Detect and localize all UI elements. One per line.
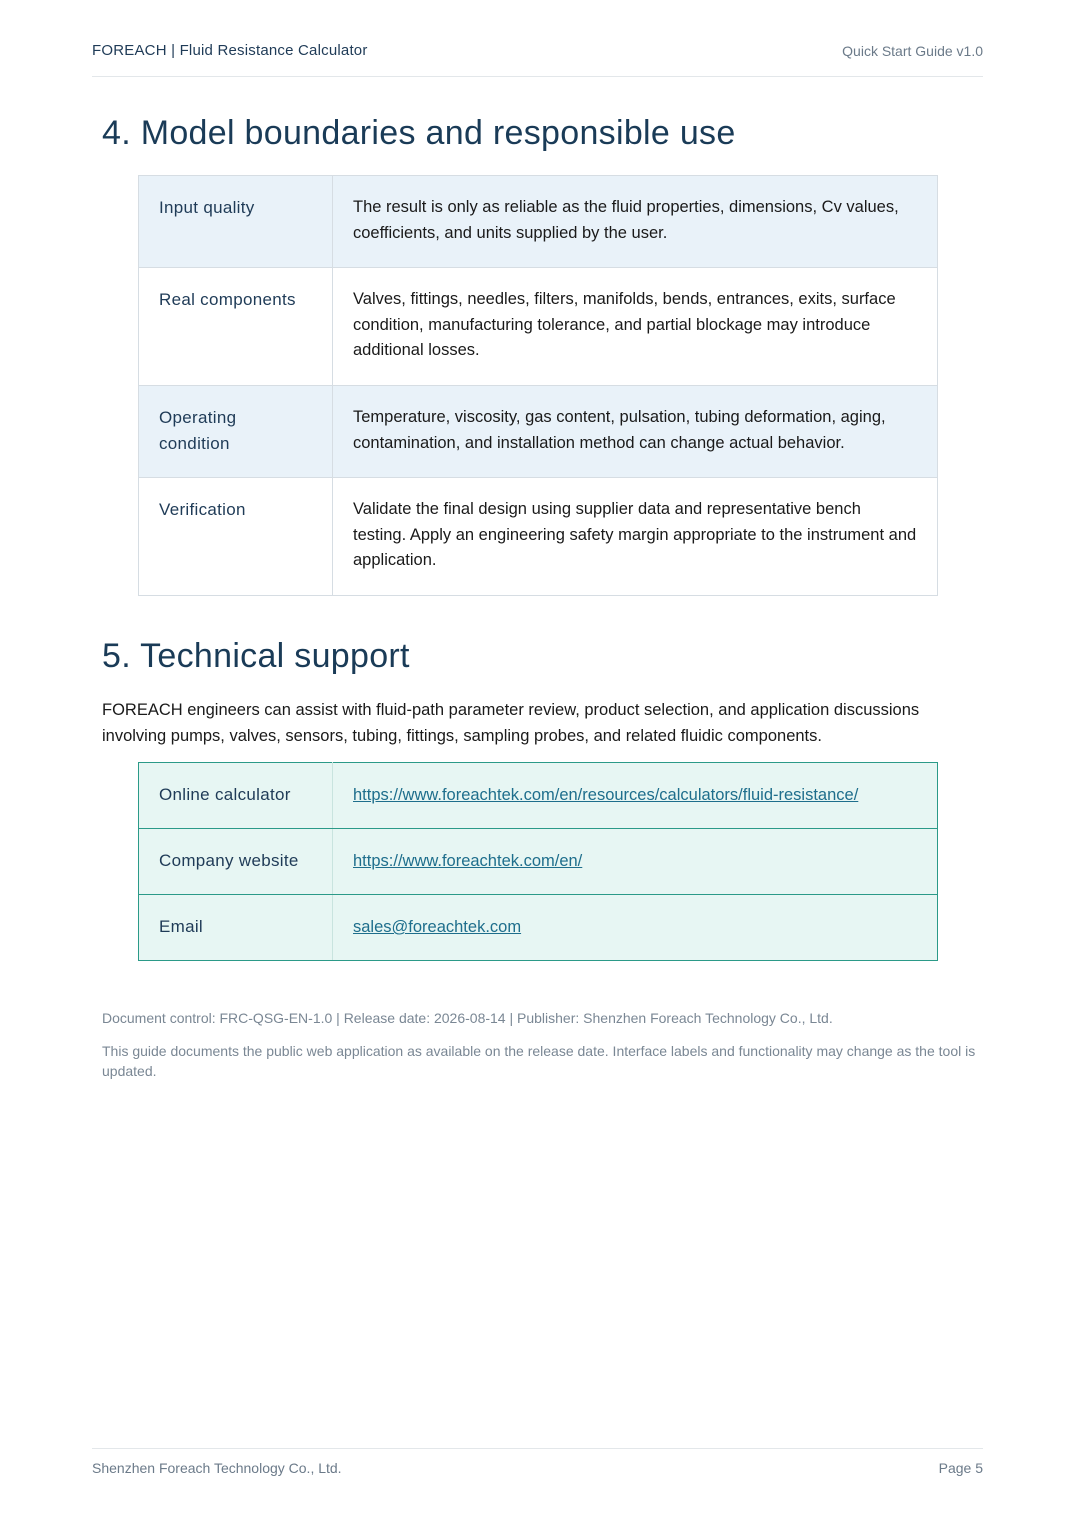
row-label: Operating condition	[159, 408, 237, 453]
footer-company: Shenzhen Foreach Technology Co., Ltd.	[92, 1460, 342, 1476]
row-label: Verification	[159, 500, 246, 519]
row-label: Company website	[159, 851, 299, 870]
row-text-cell	[333, 478, 938, 596]
header-doc-version: Quick Start Guide v1.0	[842, 43, 983, 59]
table-row	[139, 895, 938, 961]
support-intro: FOREACH engineers can assist with fluid-path parameter review, product selection, and application discussions involving pumps, valves, sensors, tubing, fittings, sampling probes, and related fluidic components.	[102, 701, 920, 745]
table-row	[139, 829, 938, 895]
row-label: Email	[159, 917, 204, 936]
document-note: This guide documents the public web application as available on the release date. Interface labels and functionality may change as the tool is updated.	[102, 1043, 976, 1079]
table-row	[139, 176, 938, 268]
row-text-cell	[333, 268, 938, 386]
row-text-cell	[333, 176, 938, 268]
document-control-line: Document control: FRC-QSG-EN-1.0 | Release date: 2026-08-14 | Publisher: Shenzhen Foreach Technology Co., Ltd.	[102, 1010, 833, 1026]
table-row	[139, 268, 938, 386]
row-label-cell	[139, 478, 333, 596]
row-label: Online calculator	[159, 785, 291, 804]
online-calculator-link[interactable]: https://www.foreachtek.com/en/resources/calculators/fluid-resistance/	[353, 786, 859, 804]
row-label-cell	[139, 386, 333, 478]
row-link-cell	[333, 829, 938, 895]
row-label-cell	[139, 268, 333, 386]
row-text: Temperature, viscosity, gas content, pulsation, tubing deformation, aging, contamination, and installation method can change actual behavior.	[353, 408, 886, 452]
row-label-cell	[139, 895, 333, 961]
row-label: Input quality	[159, 198, 255, 217]
page-number: Page 5	[938, 1460, 983, 1476]
page-footer	[92, 1448, 983, 1489]
header-title: FOREACH | Fluid Resistance Calculator	[92, 42, 368, 59]
table-row	[139, 386, 938, 478]
table-row	[139, 763, 938, 829]
row-label: Real components	[159, 290, 296, 309]
section-5-heading: 5. Technical support	[102, 637, 410, 675]
support-contacts-table	[138, 762, 938, 961]
table-row	[139, 478, 938, 596]
page-header	[92, 0, 983, 77]
row-link-cell	[333, 763, 938, 829]
section-4-heading: 4. Model boundaries and responsible use	[102, 114, 736, 152]
email-link[interactable]: sales@foreachtek.com	[353, 918, 522, 936]
model-boundaries-table	[138, 175, 938, 596]
row-label-cell	[139, 829, 333, 895]
row-text: Valves, fittings, needles, filters, manifolds, bends, entrances, exits, surface condition, manufacturing tolerance, and partial blockage may introduce additional losses.	[353, 290, 896, 359]
row-text: Validate the final design using supplier data and representative bench testing. Apply an engineering safety margin appropriate to the instrument and application.	[353, 500, 917, 569]
row-text-cell	[333, 386, 938, 478]
company-website-link[interactable]: https://www.foreachtek.com/en/	[353, 852, 583, 870]
row-label-cell	[139, 176, 333, 268]
row-link-cell	[333, 895, 938, 961]
row-label-cell	[139, 763, 333, 829]
row-text: The result is only as reliable as the fluid properties, dimensions, Cv values, coefficients, and units supplied by the user.	[353, 198, 899, 242]
